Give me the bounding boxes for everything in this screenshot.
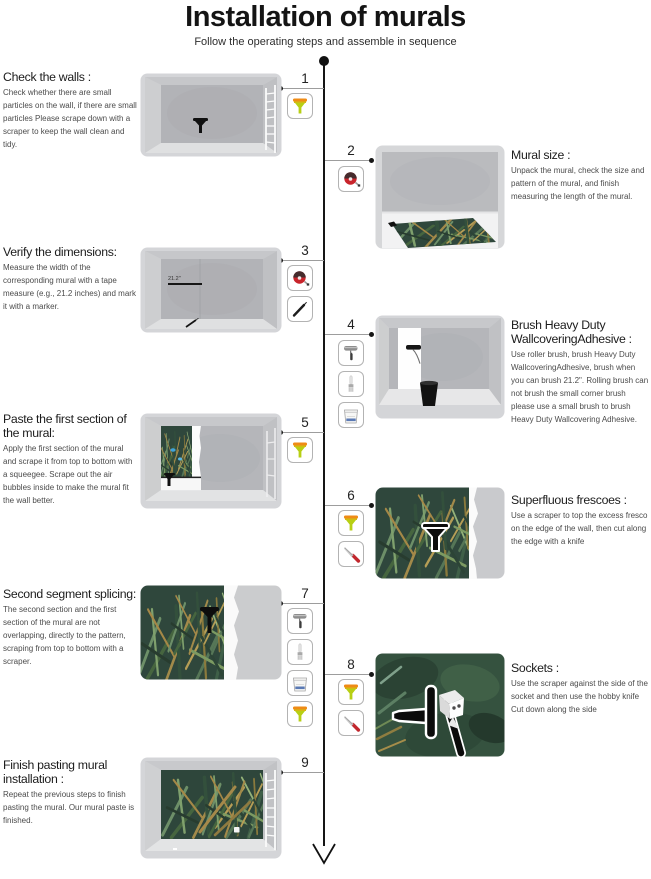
tape-measure-icon: [287, 265, 313, 291]
step-body: Measure the width of the corresponding mural with a tape measure (e.g., 21.2 inches) and mark it with a marker.: [3, 263, 136, 311]
step-title: Superfluous frescoes :: [511, 493, 627, 507]
connector-line: [281, 772, 324, 773]
mural: [161, 770, 275, 839]
socket: [234, 827, 240, 833]
squeegee-icon: [287, 701, 313, 727]
step-number: 9: [301, 755, 309, 770]
step-number: 1: [301, 71, 309, 86]
step-number: 3: [301, 243, 309, 258]
timeline-start-dot: [319, 56, 329, 66]
finished-scene: [140, 757, 282, 859]
step-title: Second segment splicing:: [3, 587, 136, 601]
connector-dot: [369, 158, 374, 163]
connector-line: [325, 505, 371, 506]
measure-label: 21.2": [168, 276, 181, 282]
connector-line: [281, 260, 324, 261]
tape-glyph: [168, 283, 202, 285]
step-body: Use roller brush, brush Heavy Duty WallcoveringAdhesive, brush when you can brush 21.2". Rolling brush can not brush the small corner brush please use a small brush to brush Heavy Duty Wallcovering Adhesive.: [511, 350, 649, 425]
roller-brush-icon: [287, 608, 313, 634]
step-body: Unpack the mural, check the size and pattern of the mural, and finish measuring the length of the mural.: [511, 166, 645, 202]
connector-line: [281, 603, 324, 604]
squeegee-icon: [338, 510, 364, 536]
bucket-glyph: [420, 381, 438, 406]
connector-dot: [369, 332, 374, 337]
step-number: 6: [347, 488, 355, 503]
step-title: Verify the dimensions:: [3, 245, 117, 259]
step-tools: [287, 608, 313, 727]
step-body: Use a scraper to top the excess fresco on the edge of the wall, then cut along the edge with a knife: [511, 511, 648, 547]
mural-first-section: [157, 426, 195, 480]
connector-line: [325, 674, 371, 675]
torn-strip: [192, 426, 201, 477]
step-number: 5: [301, 415, 309, 430]
timeline-arrow-icon: [309, 841, 339, 867]
step-title: Mural size :: [511, 148, 571, 162]
step-body: Repeat the previous steps to finish pasting the mural. Our mural paste is finished.: [3, 790, 135, 826]
connector-line: [281, 88, 324, 89]
step-body: The second section and the first section of the mural are not overlapping, directly to the pattern, scraping from top to bottom with a scraper.: [3, 605, 126, 666]
step-text: [3, 758, 139, 828]
step-number: 2: [347, 143, 355, 158]
squeegee-icon: [287, 437, 313, 463]
squeegee-icon: [287, 93, 313, 119]
timeline-line: [323, 60, 325, 846]
marker-icon: [287, 296, 313, 322]
first-section-scene: [140, 413, 282, 509]
adhesive-scene: [375, 315, 505, 419]
step-text: [3, 70, 139, 152]
connector-dot: [369, 503, 374, 508]
connector-line: [325, 160, 371, 161]
adhesive-bucket-icon: [287, 670, 313, 696]
step-tools: [338, 679, 364, 736]
step-title: Brush Heavy Duty WallcoveringAdhesive :: [511, 318, 632, 347]
flat-brush-icon: [287, 639, 313, 665]
step-text: [511, 661, 649, 717]
step-text: [3, 587, 139, 669]
step-number: 4: [347, 317, 355, 332]
connector-line: [281, 432, 324, 433]
mural: [140, 586, 236, 681]
step-title: Finish pasting mural installation :: [3, 758, 108, 787]
step-number: 8: [347, 657, 355, 672]
splicing-scene: [140, 585, 282, 680]
step-body: Use the scraper against the side of the socket and then use the hobby knife Cut down along the side: [511, 679, 648, 715]
step-tools: [338, 166, 364, 192]
adhesive-strip: [398, 328, 421, 389]
page-subtitle: Follow the operating steps and assemble in sequence: [194, 36, 457, 48]
step-title: Check the walls :: [3, 70, 91, 84]
step-body: Apply the first section of the mural and scrape it from top to bottom with a squeegee. Scrape out the air bubbles inside to make the mural fit the wall better.: [3, 444, 133, 506]
step-body: Check whether there are small particles on the wall, if there are small particles Please scrape down with a scraper to keep the wall clean and tidy.: [3, 88, 137, 149]
trim-excess-scene: [375, 487, 505, 579]
step-tools: [287, 93, 313, 119]
step-text: [511, 493, 648, 549]
flat-brush-icon: [338, 371, 364, 397]
page-title: Installation of murals: [185, 1, 466, 33]
adhesive-bucket-icon: [338, 402, 364, 428]
step-text: [511, 318, 650, 427]
knife-icon: [338, 541, 364, 567]
knife-icon: [338, 710, 364, 736]
connector-line: [325, 334, 371, 335]
butterfly: [178, 458, 182, 461]
squeegee-icon: [338, 679, 364, 705]
step-tools: [338, 510, 364, 567]
step-title: Paste the first section of the mural:: [3, 412, 127, 441]
step-text: [3, 245, 139, 314]
step-number: 7: [301, 586, 309, 601]
step-tools: [287, 265, 313, 322]
tape-measure-icon: [338, 166, 364, 192]
roller-brush-icon: [338, 340, 364, 366]
socket-scene: [375, 653, 505, 757]
step-title: Sockets :: [511, 661, 559, 675]
step-text: [511, 148, 649, 204]
connector-dot: [369, 672, 374, 677]
mural-size-scene: [375, 145, 505, 249]
step-tools: [338, 340, 364, 428]
butterfly: [170, 448, 175, 452]
measure-scene: [140, 247, 282, 333]
wall-check-scene: [140, 73, 282, 157]
step-tools: [287, 437, 313, 463]
step-text: [3, 412, 139, 508]
